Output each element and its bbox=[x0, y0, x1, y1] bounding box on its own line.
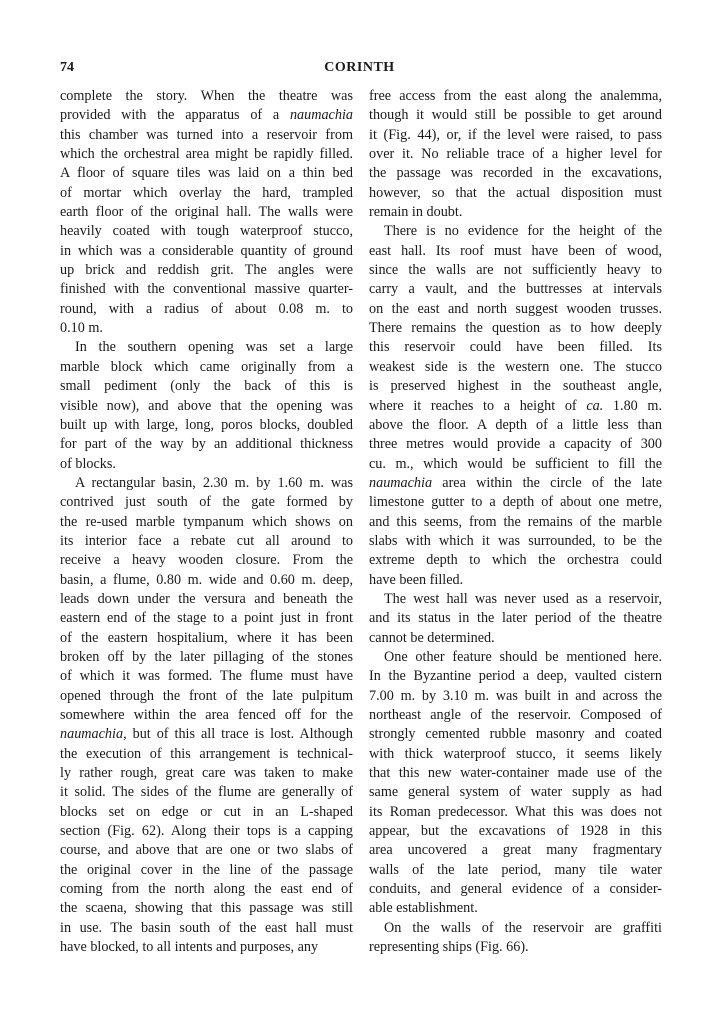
page-header bbox=[60, 60, 659, 80]
text-line bbox=[369, 203, 662, 222]
text-line bbox=[60, 745, 353, 764]
text-run: built up with large, long, poros blocks, doubled bbox=[60, 416, 353, 433]
text-line bbox=[60, 706, 353, 725]
text-run: cu. m., which would be sufficient to fill the bbox=[369, 455, 662, 472]
text-line bbox=[60, 725, 353, 744]
text-run: round, with a radius of about 0.08 m. to bbox=[60, 300, 353, 317]
text-run: 1.80 m. bbox=[603, 397, 662, 414]
text-run: eastern end of the stage to a point just in front bbox=[60, 610, 353, 627]
text-run: the original cover in the line of the passage bbox=[60, 861, 353, 878]
text-run: strongly cemented rubble masonry and coated bbox=[369, 726, 662, 743]
text-run: area uncovered a great many fragmentary bbox=[369, 842, 662, 859]
text-line bbox=[369, 126, 662, 145]
text-run: of mortar which overlay the hard, trampled bbox=[60, 184, 353, 201]
text-line bbox=[369, 493, 662, 512]
text-run: leads down under the versura and beneath the bbox=[60, 590, 353, 607]
text-run: earth floor of the original hall. The walls were bbox=[60, 204, 353, 221]
text-run: of blocks. bbox=[60, 455, 116, 472]
text-run: opened through the front of the late pulpitum bbox=[60, 687, 353, 704]
text-run: 0.10 m. bbox=[60, 320, 103, 337]
text-run: A rectangular basin, 2.30 m. by 1.60 m. was bbox=[75, 474, 353, 491]
text-run: the re-used marble tympanum which shows on bbox=[60, 513, 353, 530]
text-line bbox=[60, 629, 353, 648]
text-line bbox=[369, 687, 662, 706]
text-run: There remains the question as to how deeply bbox=[369, 320, 662, 337]
text-line bbox=[369, 571, 662, 590]
text-line bbox=[60, 551, 353, 570]
text-line bbox=[60, 532, 353, 551]
text-run: this chamber was turned into a reservoir from bbox=[60, 126, 353, 143]
text-run: its Roman predecessor. What this was does not bbox=[369, 803, 662, 820]
text-run: over it. No reliable trace of a higher level for bbox=[369, 146, 662, 163]
text-run: and this seems, from the remains of the marble bbox=[369, 513, 662, 530]
text-run: northeast angle of the reservoir. Composed of bbox=[369, 707, 662, 723]
text-run: it (Fig. 44), or, if the level were raised, to pass bbox=[369, 126, 662, 143]
text-line bbox=[369, 861, 662, 880]
text-run: for part of the way by an additional thickness bbox=[60, 436, 353, 453]
text-run: free access from the east along the analemma, bbox=[369, 88, 662, 104]
text-run: though it would still be possible to get around bbox=[369, 107, 662, 124]
text-line bbox=[60, 377, 353, 396]
text-line bbox=[60, 493, 353, 512]
text-line bbox=[60, 764, 353, 783]
text-line bbox=[60, 435, 353, 454]
text-run: small pediment (only the back of this is bbox=[60, 378, 353, 395]
text-line bbox=[60, 783, 353, 802]
text-line bbox=[369, 590, 662, 609]
text-line bbox=[369, 919, 662, 938]
text-run: and its status in the later period of the theatre bbox=[369, 610, 662, 627]
text-run: slabs with which it was surrounded, to be the bbox=[369, 532, 662, 549]
text-line bbox=[60, 648, 353, 667]
text-run: same general system of water supply as had bbox=[369, 784, 662, 801]
text-line bbox=[369, 513, 662, 532]
italic-term: ca. bbox=[586, 397, 604, 414]
text-run: in which was a considerable quantity of ground bbox=[60, 242, 353, 259]
text-line bbox=[60, 571, 353, 590]
text-run: marble block which came originally from a bbox=[60, 358, 353, 375]
text-line bbox=[60, 667, 353, 686]
text-line bbox=[369, 609, 662, 628]
text-line bbox=[369, 319, 662, 338]
text-line bbox=[60, 861, 353, 880]
text-run: carry a vault, and the buttresses at intervals bbox=[369, 281, 662, 298]
text-line bbox=[60, 474, 353, 493]
text-run: basin, a flume, 0.80 m. wide and 0.60 m. deep, bbox=[60, 571, 353, 588]
text-line bbox=[60, 184, 353, 203]
text-line bbox=[369, 164, 662, 183]
text-run: section (Fig. 62). Along their tops is a capping bbox=[60, 823, 353, 840]
text-run: that this new water-container made use of the bbox=[369, 765, 662, 782]
text-run: of which it was formed. The flume must have bbox=[60, 668, 353, 685]
text-line bbox=[369, 416, 662, 435]
text-run: in use. The basin south of the east hall must bbox=[60, 919, 353, 936]
text-run: One other feature should be mentioned here. bbox=[384, 648, 662, 665]
text-line bbox=[60, 513, 353, 532]
text-line bbox=[60, 880, 353, 899]
text-line bbox=[60, 358, 353, 377]
text-run: the execution of this arrangement is technical- bbox=[60, 745, 353, 762]
text-run: conduits, and general evidence of a consider- bbox=[369, 881, 662, 898]
text-line bbox=[369, 745, 662, 764]
text-line bbox=[60, 822, 353, 841]
text-run: receive a heavy wooden closure. From the bbox=[60, 552, 353, 569]
text-line bbox=[60, 319, 353, 338]
text-line bbox=[369, 474, 662, 493]
text-run: complete the story. When the theatre was bbox=[60, 88, 353, 104]
text-line bbox=[60, 87, 353, 106]
text-line bbox=[60, 280, 353, 299]
text-line bbox=[369, 764, 662, 783]
text-line bbox=[60, 242, 353, 261]
text-run: course, and above that are one or two slabs of bbox=[60, 842, 353, 859]
text-line bbox=[60, 455, 353, 474]
text-line bbox=[369, 435, 662, 454]
text-line bbox=[369, 648, 662, 667]
text-run: is preserved highest in the southeast angle, bbox=[369, 378, 662, 395]
text-run: up brick and reddish grit. The angles were bbox=[60, 262, 353, 279]
text-line bbox=[60, 397, 353, 416]
running-head: CORINTH bbox=[324, 60, 395, 75]
text-run: blocks set on edge or cut in an L-shaped bbox=[60, 803, 353, 820]
text-line bbox=[369, 145, 662, 164]
text-run: which the orchestral area might be rapidly filled. bbox=[60, 146, 353, 163]
text-run: east hall. Its roof must have been of wood, bbox=[369, 242, 662, 259]
text-line bbox=[60, 222, 353, 241]
text-run: walls of the late period, many tile water bbox=[369, 861, 662, 878]
text-run: On the walls of the reservoir are graffiti bbox=[384, 919, 662, 936]
text-line bbox=[369, 880, 662, 899]
text-run: since the walls are not sufficiently heavy to bbox=[369, 262, 662, 279]
text-run: A floor of square tiles was laid on a thin bed bbox=[60, 165, 353, 182]
text-run: however, so that the actual disposition must bbox=[369, 184, 662, 201]
text-line bbox=[369, 184, 662, 203]
text-run: 7.00 m. by 3.10 m. was built in and across the bbox=[369, 687, 662, 704]
text-line bbox=[369, 455, 662, 474]
text-run: representing ships (Fig. 66). bbox=[369, 939, 529, 956]
text-line bbox=[60, 145, 353, 164]
text-run: limestone gutter to a depth of about one metre, bbox=[369, 494, 662, 511]
text-run: it solid. The sides of the flume are generally of bbox=[60, 784, 353, 801]
text-run: the scaena, showing that this passage was still bbox=[60, 900, 353, 917]
text-line bbox=[369, 551, 662, 570]
text-run: three metres would provide a capacity of 300 bbox=[369, 436, 662, 453]
text-line bbox=[369, 532, 662, 551]
text-line bbox=[369, 803, 662, 822]
text-line bbox=[369, 106, 662, 125]
text-run: where it reaches to a height of bbox=[369, 397, 587, 414]
text-line bbox=[60, 687, 353, 706]
text-run: area within the circle of the late bbox=[432, 474, 662, 491]
text-line bbox=[369, 938, 662, 957]
italic-term: naumachia bbox=[289, 107, 353, 124]
text-run: cannot be determined. bbox=[369, 629, 495, 646]
text-line bbox=[60, 261, 353, 280]
text-run: somewhere within the area fenced off for the bbox=[60, 707, 353, 723]
text-run: weakest side is the western one. The stucco bbox=[369, 358, 662, 375]
text-line bbox=[369, 899, 662, 918]
text-line bbox=[369, 280, 662, 299]
text-line bbox=[60, 164, 353, 183]
text-line bbox=[60, 899, 353, 918]
text-line bbox=[369, 667, 662, 686]
text-line bbox=[369, 222, 662, 241]
text-line bbox=[369, 725, 662, 744]
text-line bbox=[369, 706, 662, 725]
text-run: ly rather rough, great care was taken to make bbox=[60, 765, 353, 782]
text-run: There is no evidence for the height of the bbox=[384, 223, 662, 240]
text-line bbox=[369, 783, 662, 802]
text-run: broken off by the later pillaging of the stones bbox=[60, 648, 353, 665]
text-line bbox=[369, 300, 662, 319]
text-run: with thick waterproof stucco, it seems likely bbox=[369, 745, 662, 762]
text-run: have blocked, to all intents and purposes, any bbox=[60, 939, 319, 956]
italic-term: naumachia bbox=[60, 726, 124, 743]
text-run: finished with the conventional massive quarter- bbox=[60, 281, 353, 298]
text-line bbox=[369, 397, 662, 416]
text-run: visible now), and above that the opening was bbox=[60, 397, 353, 414]
text-run: of the eastern hospitalium, where it has been bbox=[60, 629, 353, 646]
text-run: In the southern opening was set a large bbox=[75, 339, 353, 356]
text-line bbox=[369, 338, 662, 357]
text-run: appear, but the excavations of 1928 in this bbox=[369, 823, 662, 840]
text-line bbox=[60, 841, 353, 860]
text-line bbox=[369, 841, 662, 860]
text-run: the passage was recorded in the excavations, bbox=[369, 165, 662, 182]
text-line bbox=[369, 358, 662, 377]
text-run: coming from the north along the east end of bbox=[60, 881, 353, 898]
text-line bbox=[369, 261, 662, 280]
text-line bbox=[60, 803, 353, 822]
italic-term: naumachia bbox=[369, 474, 433, 491]
right-column bbox=[369, 87, 662, 957]
text-run: above the floor. A depth of a little less than bbox=[369, 416, 662, 433]
left-column bbox=[60, 87, 353, 957]
text-run: In the Byzantine period a deep, vaulted cistern bbox=[369, 668, 662, 685]
text-line bbox=[60, 416, 353, 435]
text-line bbox=[369, 242, 662, 261]
text-line bbox=[60, 300, 353, 319]
text-run: The west hall was never used as a reservoir, bbox=[384, 590, 662, 607]
text-run: remain in doubt. bbox=[369, 204, 463, 221]
text-run: , but of this all trace is lost. Although bbox=[123, 726, 353, 743]
text-run: able establishment. bbox=[369, 900, 478, 917]
text-run: on the east and north suggest wooden trusses. bbox=[369, 300, 662, 317]
text-run: this reservoir could have been filled. Its bbox=[369, 339, 662, 356]
text-line bbox=[60, 938, 353, 957]
text-run: provided with the apparatus of a bbox=[60, 107, 290, 124]
text-line bbox=[369, 87, 662, 106]
text-line bbox=[60, 609, 353, 628]
text-line bbox=[60, 126, 353, 145]
text-run: have been filled. bbox=[369, 571, 464, 588]
text-line bbox=[60, 106, 353, 125]
text-run: its interior face a rebate cut all around to bbox=[60, 532, 353, 549]
text-line bbox=[60, 590, 353, 609]
text-run: contrived just south of the gate formed by bbox=[60, 494, 353, 511]
text-line bbox=[369, 377, 662, 396]
text-line bbox=[369, 629, 662, 648]
text-run: heavily coated with tough waterproof stucco, bbox=[60, 223, 353, 240]
text-line bbox=[369, 822, 662, 841]
text-line bbox=[60, 203, 353, 222]
page-number: 74 bbox=[60, 60, 74, 75]
text-line bbox=[60, 338, 353, 357]
text-run: extreme depth to which the orchestra could bbox=[369, 552, 662, 569]
text-line bbox=[60, 919, 353, 938]
